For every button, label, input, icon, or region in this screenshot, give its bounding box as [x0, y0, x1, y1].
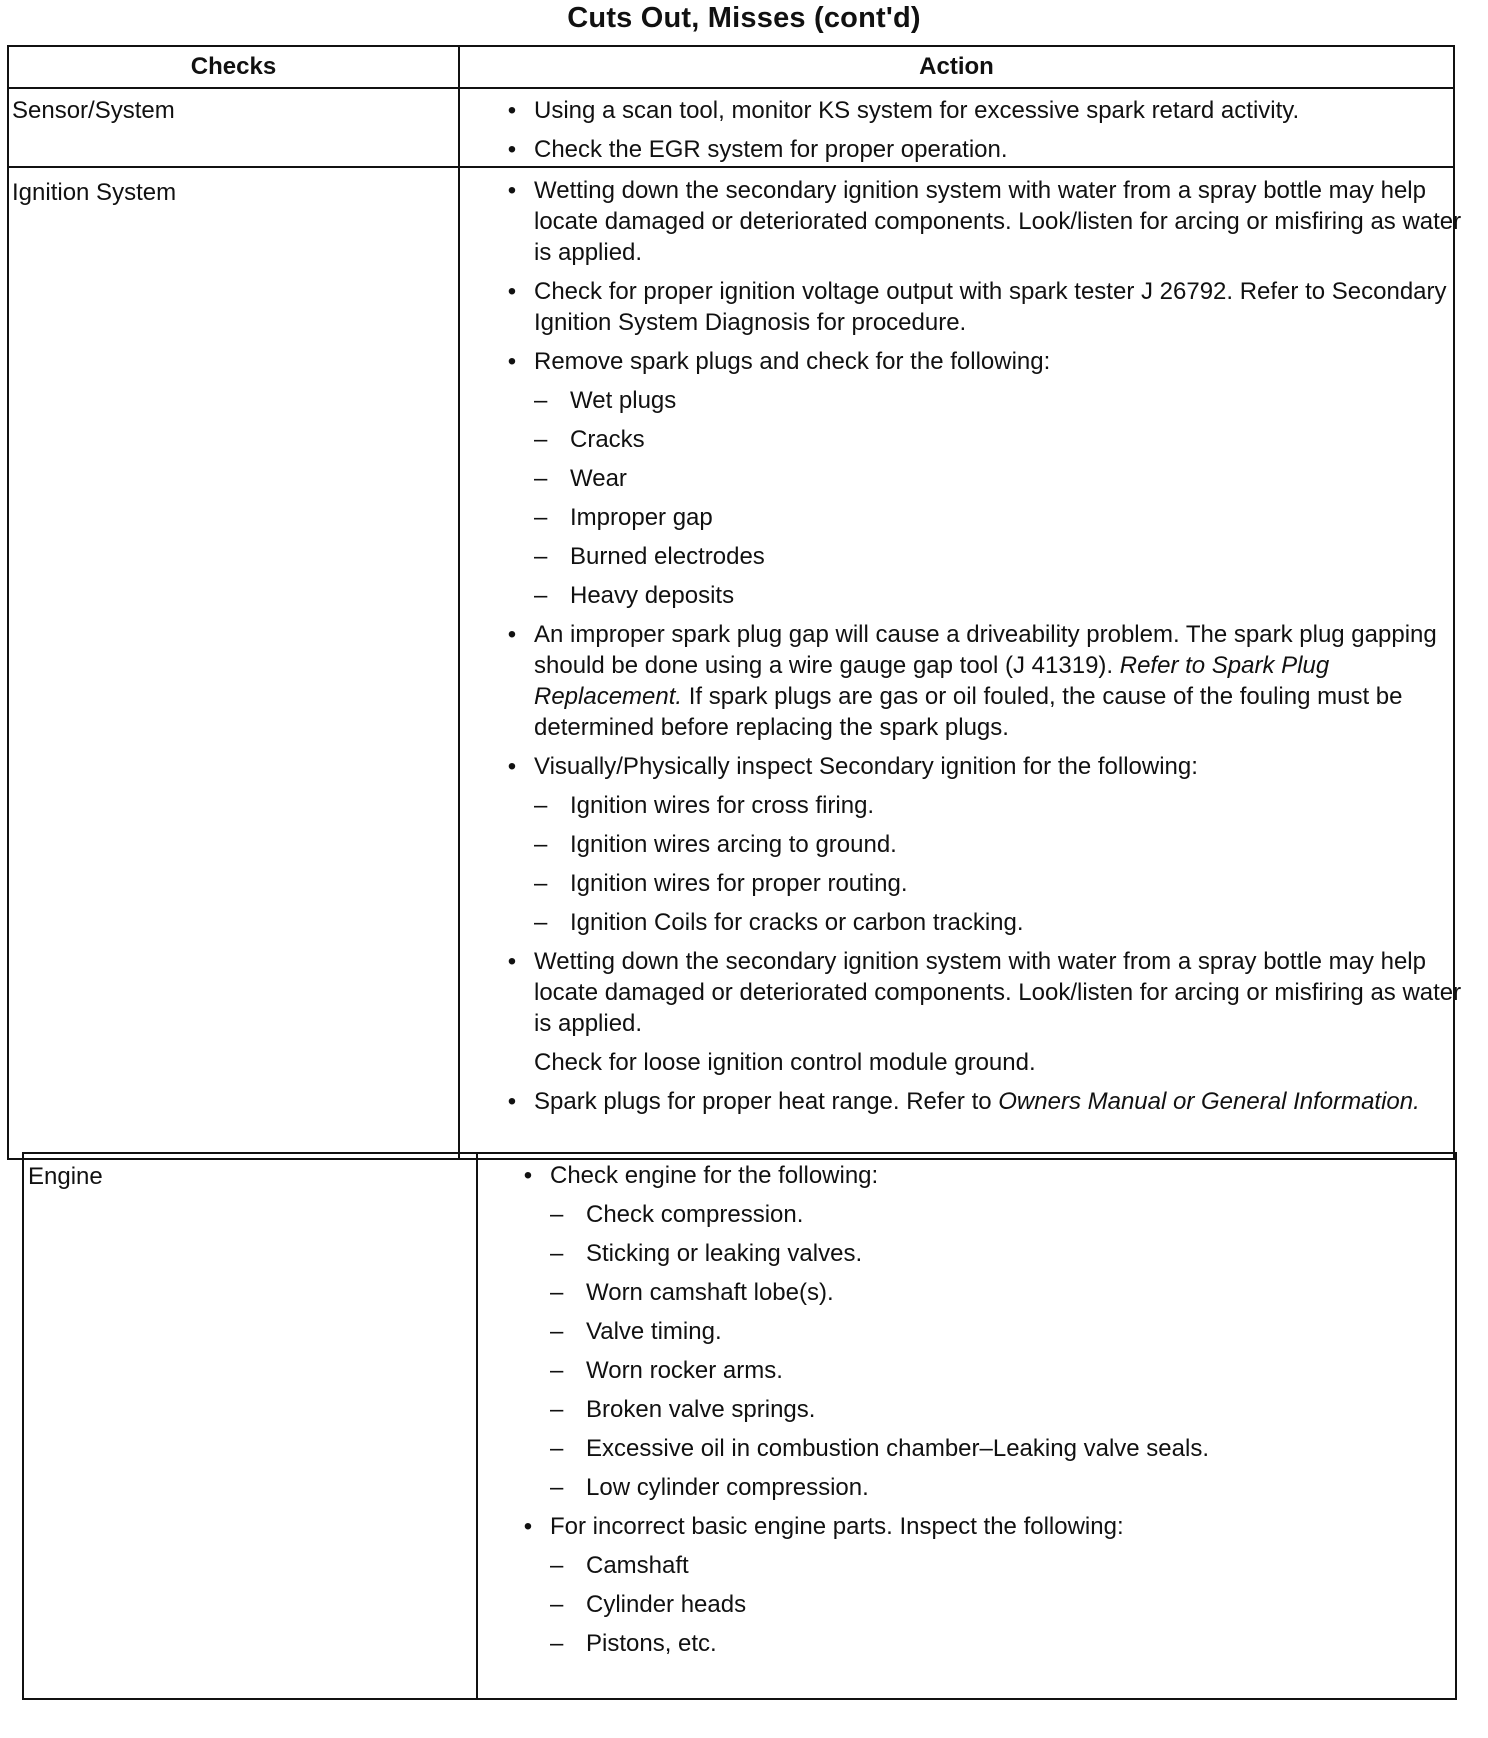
action-text: Remove spark plugs and check for the following: [534, 348, 1051, 375]
action-text: Pistons, etc. [586, 1630, 717, 1657]
action-item [502, 346, 1462, 377]
action-subitem [502, 907, 1462, 938]
action-text: An improper spark plug gap will cause a driveability problem. The spark plug gapping should be done using a wire gauge gap tool (J 41319). [534, 621, 1437, 679]
bullet-marker: • [507, 621, 517, 648]
action-item [502, 946, 1462, 1039]
dash-marker: – [534, 426, 548, 453]
bullet-marker: • [523, 1513, 533, 1540]
action-subitem [518, 1433, 1478, 1464]
column-divider-lower [476, 1152, 478, 1700]
action-subitem [518, 1316, 1478, 1347]
action-text: Low cylinder compression. [586, 1474, 869, 1501]
action-subitem [518, 1550, 1478, 1581]
actions-sensor-system [502, 95, 1462, 173]
action-subitem [502, 580, 1462, 611]
dash-marker: – [550, 1318, 564, 1345]
action-text: Worn camshaft lobe(s). [586, 1279, 834, 1306]
action-text: Check for proper ignition voltage output with spark tester J 26792. Refer to Secondary Ignition System Diagnosis for procedure. [534, 278, 1447, 336]
action-text: Worn rocker arms. [586, 1357, 783, 1384]
dash-marker: – [550, 1552, 564, 1579]
action-subitem [502, 502, 1462, 533]
action-text: Sticking or leaking valves. [586, 1240, 863, 1267]
action-subitem [518, 1472, 1478, 1503]
actions-engine [518, 1160, 1478, 1667]
dash-marker: – [534, 831, 548, 858]
dash-marker: – [534, 582, 548, 609]
action-text: Wetting down the secondary ignition system with water from a spray bottle may help locate damaged or deteriorated components. Look/listen for arcing or misfiring as water is applied. [534, 177, 1462, 266]
action-text: Heavy deposits [570, 582, 735, 609]
action-subitem [518, 1238, 1478, 1269]
action-item [502, 751, 1462, 782]
dash-marker: – [550, 1435, 564, 1462]
action-text: Burned electrodes [570, 543, 765, 570]
action-subitem [518, 1355, 1478, 1386]
action-item [502, 175, 1462, 268]
dash-marker: – [534, 543, 548, 570]
action-item [502, 276, 1462, 338]
action-text: Using a scan tool, monitor KS system for excessive spark retard activity. [534, 97, 1300, 124]
bullet-marker: • [507, 753, 517, 780]
dash-marker: – [550, 1279, 564, 1306]
action-text: If spark plugs are gas or oil fouled, the cause of the fouling must be determined before replacing the spark plugs. [534, 683, 1403, 741]
dash-marker: – [550, 1357, 564, 1384]
dash-marker: – [550, 1474, 564, 1501]
action-subitem [518, 1394, 1478, 1425]
check-ignition-system: Ignition System [12, 179, 177, 206]
action-subitem [502, 424, 1462, 455]
action-text: Broken valve springs. [586, 1396, 816, 1423]
action-subitem [502, 541, 1462, 572]
action-text: Ignition wires arcing to ground. [570, 831, 897, 858]
dash-marker: – [550, 1591, 564, 1618]
header-rule [7, 87, 1455, 89]
action-text: Cylinder heads [586, 1591, 747, 1618]
dash-marker: – [534, 465, 548, 492]
header-action: Action [919, 53, 994, 80]
dash-marker: – [550, 1396, 564, 1423]
dash-marker: – [534, 504, 548, 531]
action-text: Check the EGR system for proper operation. [534, 136, 1008, 163]
action-text-italic: Owners Manual or General Information. [998, 1088, 1420, 1115]
action-subitem [502, 790, 1462, 821]
action-item [518, 1511, 1478, 1542]
action-item [502, 95, 1462, 126]
dash-marker: – [534, 909, 548, 936]
action-text: Wear [570, 465, 627, 492]
bullet-marker: • [507, 136, 517, 163]
bullet-marker: • [507, 1088, 517, 1115]
action-text: Visually/Physically inspect Secondary ignition for the following: [534, 753, 1198, 780]
action-subitem [502, 829, 1462, 860]
bullet-marker: • [523, 1162, 533, 1189]
action-subitem [502, 463, 1462, 494]
action-text: Excessive oil in combustion chamber–Leaking valve seals. [586, 1435, 1209, 1462]
action-text: Valve timing. [586, 1318, 722, 1345]
action-item [502, 134, 1462, 165]
dash-marker: – [550, 1201, 564, 1228]
dash-marker: – [534, 792, 548, 819]
bullet-marker: • [507, 348, 517, 375]
action-subitem [518, 1589, 1478, 1620]
dash-marker: – [534, 387, 548, 414]
action-text: Cracks [570, 426, 645, 453]
action-text: Ignition Coils for cracks or carbon tracking. [570, 909, 1024, 936]
check-sensor-system: Sensor/System [12, 97, 175, 124]
action-text: Ignition wires for cross firing. [570, 792, 875, 819]
action-item [502, 1047, 1462, 1078]
action-text: Wet plugs [570, 387, 677, 414]
action-subitem [502, 868, 1462, 899]
action-item [502, 619, 1462, 743]
header-checks: Checks [190, 53, 277, 80]
dash-marker: – [550, 1240, 564, 1267]
column-divider-upper [458, 45, 460, 1160]
check-engine: Engine [28, 1163, 103, 1190]
action-text: Wetting down the secondary ignition system with water from a spray bottle may help locate damaged or deteriorated components. Look/listen for arcing or misfiring as water is applied. [534, 948, 1462, 1037]
action-text: Check for loose ignition control module ground. [534, 1049, 1036, 1076]
action-text: Ignition wires for proper routing. [570, 870, 908, 897]
bullet-marker: • [507, 278, 517, 305]
action-subitem [502, 385, 1462, 416]
action-text: Spark plugs for proper heat range. Refer to [534, 1088, 999, 1115]
action-subitem [518, 1277, 1478, 1308]
action-item [518, 1160, 1478, 1191]
action-text-italic: Refer to Spark Plug Replacement. [534, 652, 1330, 710]
bullet-marker: • [507, 948, 517, 975]
action-text: Check compression. [586, 1201, 804, 1228]
bullet-marker: • [507, 97, 517, 124]
action-text: Improper gap [570, 504, 713, 531]
action-text: For incorrect basic engine parts. Inspect the following: [550, 1513, 1124, 1540]
page-title: Cuts Out, Misses (cont'd) [567, 2, 921, 34]
action-text: Check engine for the following: [550, 1162, 879, 1189]
action-text: Camshaft [586, 1552, 689, 1579]
action-subitem [518, 1199, 1478, 1230]
action-subitem [518, 1628, 1478, 1659]
actions-ignition-system [502, 175, 1462, 1125]
bullet-marker: • [507, 177, 517, 204]
dash-marker: – [534, 870, 548, 897]
dash-marker: – [550, 1630, 564, 1657]
action-item [502, 1086, 1462, 1117]
